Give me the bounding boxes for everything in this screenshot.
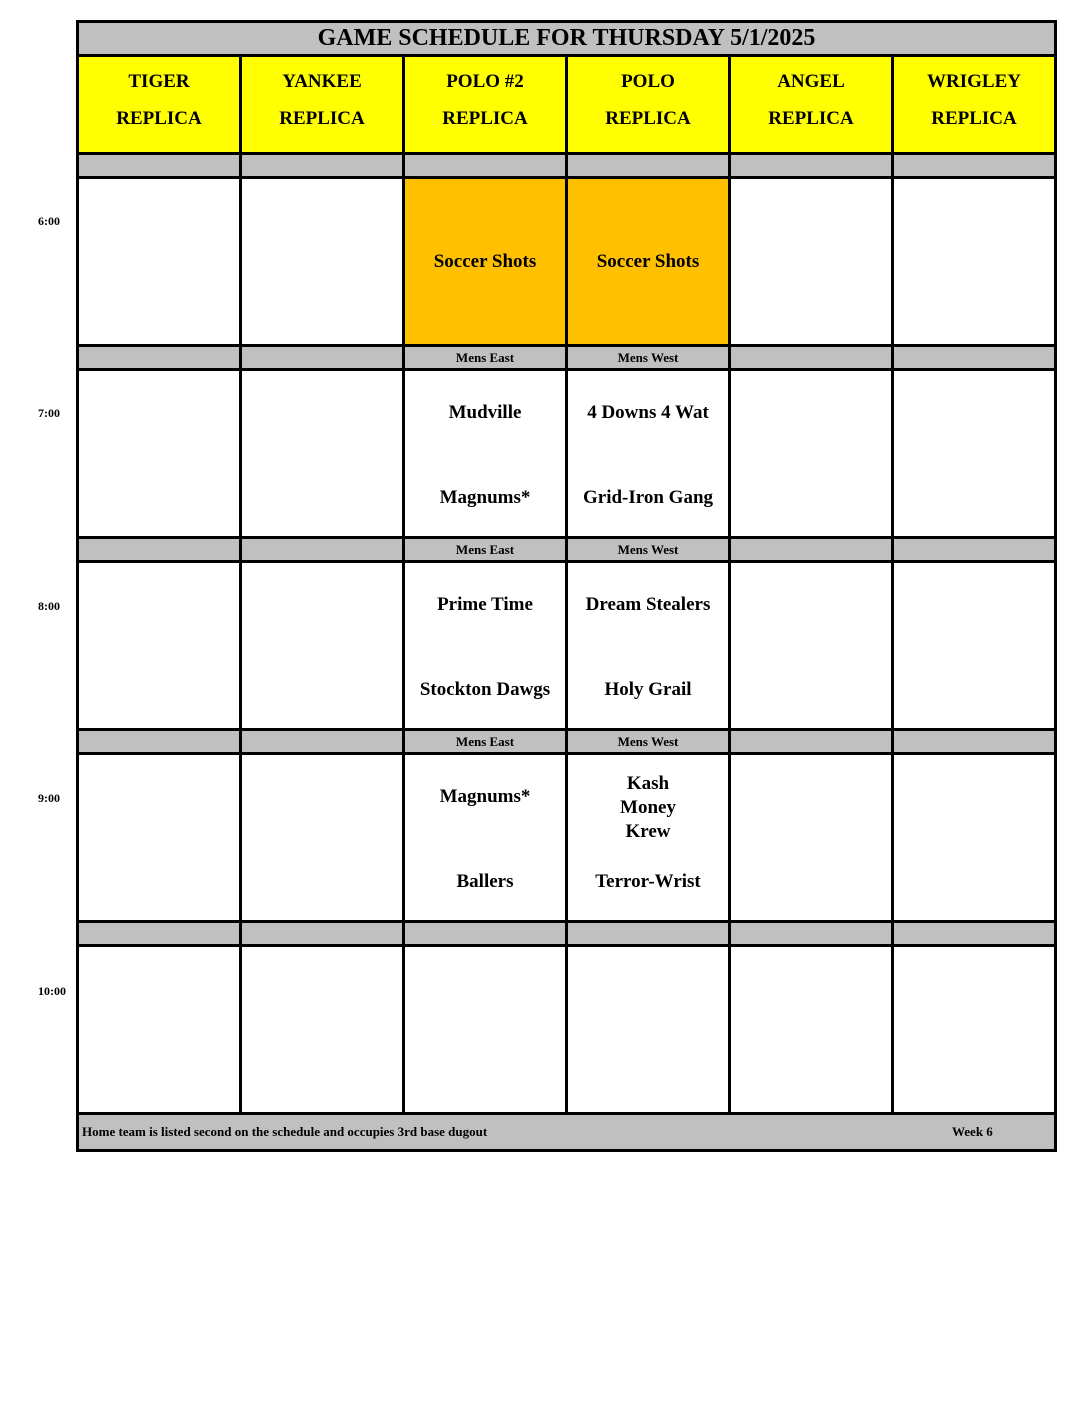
empty-cell [242,755,402,920]
game-row-9 [79,755,1054,920]
home-team: Ballers [456,871,514,892]
division-label: Mens West [568,347,728,368]
division-label [568,923,728,944]
event-label: Soccer Shots [433,250,537,272]
field-type: REPLICA [605,108,691,129]
field-header-tiger [79,57,239,152]
visitor-team: Dream Stealers [585,594,711,615]
empty-cell [894,563,1054,728]
field-type: REPLICA [931,108,1017,129]
empty-cell [79,755,239,920]
game-cell-polo [568,755,728,920]
field-type: REPLICA [768,108,854,129]
empty-cell [242,179,402,344]
empty-cell [79,947,239,1112]
division-label: Mens East [405,347,565,368]
visitor-team: Prime Time [437,594,533,615]
empty-cell [242,563,402,728]
field-header-wrigley [894,57,1054,152]
game-cell-polo [568,563,728,728]
field-header-polo [568,57,728,152]
empty-cell [79,371,239,536]
time-label-6: 6:00 [38,214,60,228]
field-name: ANGEL [777,71,845,92]
division-row-7 [79,347,1054,368]
division-label [731,731,891,752]
event-label: Soccer Shots [596,250,700,272]
empty-cell [405,947,565,1112]
home-team: Grid-Iron Gang [582,487,714,508]
time-label-7: 7:00 [38,406,60,420]
event-cell-polo-2 [405,179,565,344]
empty-cell [568,947,728,1112]
game-row-6 [79,179,1054,344]
division-label [79,539,239,560]
division-label [731,155,891,176]
division-label [568,155,728,176]
empty-cell [731,371,891,536]
division-label [405,923,565,944]
division-label: Mens West [568,539,728,560]
home-team-note: Home team is listed second on the schedule and occupies 3rd base dugout [82,1124,488,1139]
division-label [405,155,565,176]
division-label: Mens East [405,731,565,752]
home-team: Stockton Dawgs [419,679,551,700]
week-label: Week 6 [952,1124,993,1139]
division-label [242,155,402,176]
empty-cell [731,755,891,920]
division-label [242,347,402,368]
division-row-8 [79,539,1054,560]
time-label-10: 10:00 [38,984,66,998]
division-row-9 [79,731,1054,752]
time-label-8: 8:00 [38,599,60,613]
division-label [894,923,1054,944]
division-label: Mens West [568,731,728,752]
field-type: REPLICA [116,108,202,129]
empty-cell [894,947,1054,1112]
division-label [894,347,1054,368]
division-label [242,923,402,944]
empty-cell [242,947,402,1112]
field-type: REPLICA [442,108,528,129]
game-cell-polo-2 [405,755,565,920]
field-name: POLO #2 [446,71,524,92]
field-name: WRIGLEY [927,71,1021,92]
field-header-polo-2 [405,57,565,152]
field-name: POLO [621,71,675,92]
division-row-10 [79,923,1054,944]
empty-cell [731,563,891,728]
game-row-8 [79,563,1054,728]
schedule-table [76,20,1057,1152]
field-name: TIGER [128,71,190,92]
visitor-team: 4 Downs 4 Wat [587,402,709,423]
visitor-team: Kash Money Krew [620,773,676,842]
field-header-yankee [242,57,402,152]
visitor-team: Magnums* [439,786,531,807]
division-label [731,923,891,944]
game-row-7 [79,371,1054,536]
home-team: Holy Grail [604,679,692,700]
division-label [79,923,239,944]
visitor-team: Mudville [448,402,522,423]
home-team: Terror-Wrist [595,871,701,892]
division-label [242,539,402,560]
division-label: Mens East [405,539,565,560]
empty-cell [242,371,402,536]
field-header-row [79,57,1054,152]
event-cell-polo [568,179,728,344]
empty-cell [894,371,1054,536]
empty-cell [731,947,891,1112]
time-label-9: 9:00 [38,791,60,805]
division-label [894,155,1054,176]
division-label [894,539,1054,560]
empty-cell [894,755,1054,920]
division-label [242,731,402,752]
division-label [894,731,1054,752]
game-row-10 [79,947,1054,1112]
schedule-footer [79,1115,1054,1149]
field-type: REPLICA [279,108,365,129]
schedule-title: GAME SCHEDULE FOR THURSDAY 5/1/2025 [79,23,1054,54]
division-label [79,731,239,752]
division-label [79,347,239,368]
game-cell-polo [568,371,728,536]
empty-cell [79,563,239,728]
division-label [79,155,239,176]
division-label [731,347,891,368]
division-label [731,539,891,560]
field-name: YANKEE [282,71,362,92]
empty-cell [894,179,1054,344]
division-row-6 [79,155,1054,176]
home-team: Magnums* [439,487,531,508]
field-header-angel [731,57,891,152]
empty-cell [731,179,891,344]
game-cell-polo-2 [405,371,565,536]
game-cell-polo-2 [405,563,565,728]
empty-cell [79,179,239,344]
